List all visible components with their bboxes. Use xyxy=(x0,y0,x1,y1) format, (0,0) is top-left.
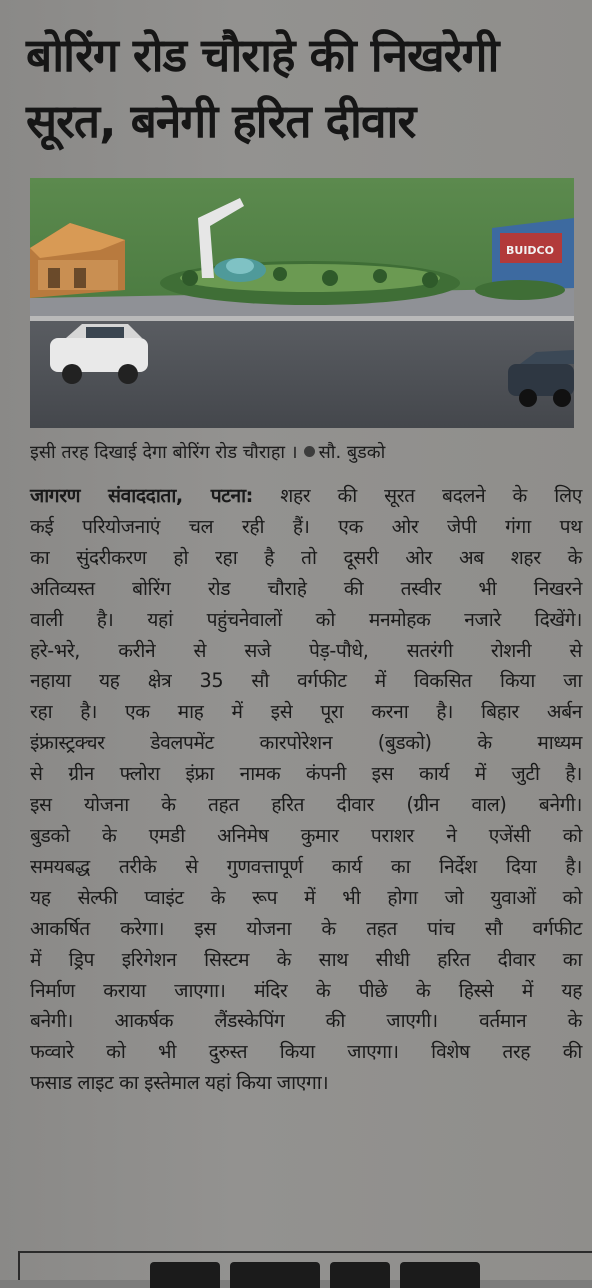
next-article-headline-cropped xyxy=(150,1262,490,1288)
byline: जागरण संवाददाता, पटना: xyxy=(30,484,253,507)
caption-text: इसी तरह दिखाई देगा बोरिंग रोड चौराहा । xyxy=(30,442,298,463)
headline-line-1: बोरिंग रोड चौराहे की निखरेगी xyxy=(26,28,499,82)
article-line: निर्माण कराया जाएगा। मंदिर के पीछे के हिस्से में यह xyxy=(30,978,582,1002)
article-line: इस योजना के तहत हरित दीवार (ग्रीन वाल) बनेगी। xyxy=(30,793,582,817)
article-line: यह सेल्फी प्वाइंट के रूप में भी होगा जो युवाओं को xyxy=(30,885,582,909)
article-line: समयबद्ध तरीके से गुणवत्तापूर्ण कार्य का निर्देश दिया है। xyxy=(30,854,582,878)
article-line: हरे-भरे, करीने से सजे पेड़-पौधे, सतरंगी रोशनी से xyxy=(30,638,582,662)
article-line: कई परियोजनाएं चल रही हैं। एक ओर जेपी गंगा पथ xyxy=(30,514,582,538)
headline-line-2: सूरत, बनेगी हरित दीवार xyxy=(26,94,416,148)
article-line: अतिव्यस्त बोरिंग रोड चौराहे की तस्वीर भी निखरने xyxy=(30,576,582,600)
article-line: से ग्रीन फ्लोरा इंफ्रा नामक कंपनी इस कार्य में जुटी है। xyxy=(30,762,582,786)
article-line: रहा है। एक माह में इसे पूरा करना है। बिहार अर्बन xyxy=(30,700,582,724)
article-line: का सुंदरीकरण हो रहा है तो दूसरी ओर अब शहर के xyxy=(30,545,582,569)
photo-caption xyxy=(30,440,574,466)
news-photo-rendering xyxy=(30,178,574,428)
article-line: जागरण संवाददाता, पटना: शहर की सूरत बदलने के लिए xyxy=(30,484,582,507)
article-line: आकर्षित करेगा। इस योजना के तहत पांच सौ वर्गफीट xyxy=(30,916,582,940)
bullet-dot-icon xyxy=(304,446,315,457)
article-line: फव्वारे को भी दुरुस्त किया जाएगा। विशेष तरह की xyxy=(30,1040,582,1064)
column-divider-vertical xyxy=(18,1251,20,1280)
article-line: में ड्रिप इरिगेशन सिस्टम के साथ सीधी हरित दीवार का xyxy=(30,947,582,971)
chowk-rendering-illustration xyxy=(30,178,574,428)
kiosk-sign: BUIDCO xyxy=(506,244,554,257)
article-line: फसाड लाइट का इस्तेमाल यहां किया जाएगा। xyxy=(30,1071,329,1095)
photo-credit: सौ. बुडको xyxy=(318,442,386,463)
article-line: इंफ्रास्ट्रक्चर डेवलपमेंट कारपोरेशन (बुडको) के माध्यम xyxy=(30,731,582,755)
article-line: बुडको के एमडी अनिमेष कुमार पराशर ने एजेंसी को xyxy=(30,823,582,847)
article-line: बनेगी। आकर्षक लैंडस्केपिंग की जाएगी। वर्तमान के xyxy=(30,1009,582,1033)
article-line: वाली है। यहां पहुंचनेवालों को मनमोहक नजारे दिखेंगे। xyxy=(30,607,582,631)
article-line: नहाया यह क्षेत्र 35 सौ वर्गफीट में विकसित किया जा xyxy=(30,669,582,693)
article-body xyxy=(30,481,582,1099)
headline xyxy=(26,22,582,154)
column-divider xyxy=(18,1251,592,1253)
